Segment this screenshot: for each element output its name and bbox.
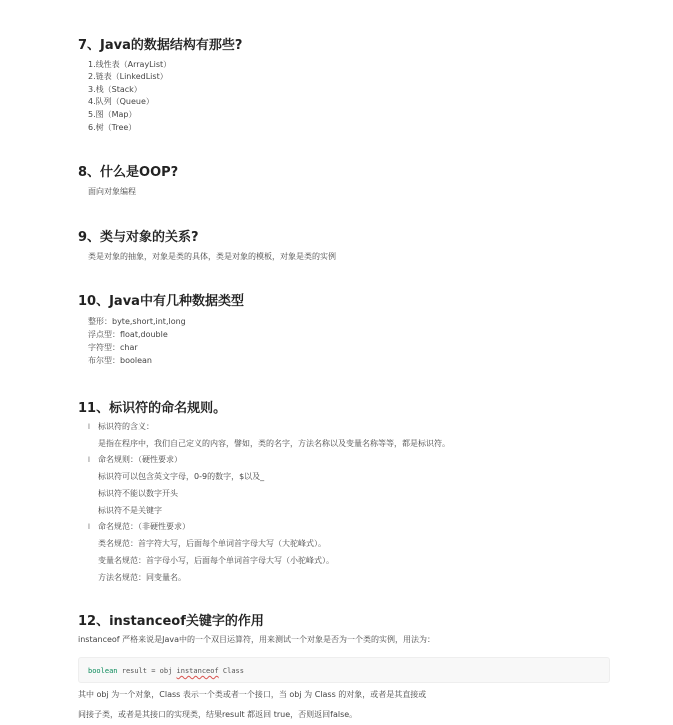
q10-item-2: 浮点型：float,double bbox=[88, 330, 168, 339]
code-text: Class bbox=[218, 667, 244, 675]
q12-intro: instanceof 严格来说是Java中的一个双目运算符，用来测试一个对象是否为一个类的实例，用法为： bbox=[78, 635, 436, 644]
q11-norm-1: 类名规范：首字符大写，后面每个单词首字母大写（大驼峰式）。 bbox=[98, 539, 326, 548]
q11-norm-3: 方法名规范：同变量名。 bbox=[98, 573, 186, 582]
q7-item-6: 6.树（Tree） bbox=[88, 123, 137, 132]
q11-rule-1: 标识符可以包含英文字母，0-9的数字，$以及_ bbox=[98, 472, 265, 481]
code-block bbox=[78, 657, 610, 683]
q7-item-5: 5.图（Map） bbox=[88, 110, 137, 119]
bullet-marker: l bbox=[88, 423, 90, 431]
q10-item-1: 整形：byte,short,int,long bbox=[88, 317, 186, 326]
q11-rule-3: 标识符不是关键字 bbox=[98, 506, 162, 515]
bullet-marker: l bbox=[88, 456, 90, 464]
q8-heading: 8、什么是OOP? bbox=[78, 165, 179, 180]
q11-meaning-text: 是指在程序中，我们自己定义的内容，譬如，类的名字，方法名称以及变量名称等等，都是标识符。 bbox=[98, 439, 450, 448]
q9-answer: 类是对象的抽象，对象是类的具体，类是对象的模板，对象是类的实例 bbox=[88, 252, 336, 261]
q7-item-2: 2.链表（LinkedList） bbox=[88, 72, 168, 81]
q10-heading: 10、Java中有几种数据类型 bbox=[78, 294, 244, 309]
q11-rules-label: 命名规则：（硬性要求） bbox=[98, 455, 182, 464]
q12-heading: 12、instanceof关键字的作用 bbox=[78, 614, 264, 629]
q12-paragraph-line-2: 间接子类，或者是其接口的实现类，结果result 都返回 true，否则返回false。 bbox=[78, 710, 358, 719]
q11-norm-2: 变量名规范：首字母小写，后面每个单词首字母大写（小驼峰式）。 bbox=[98, 556, 334, 565]
q11-rule-2: 标识符不能以数字开头 bbox=[98, 489, 178, 498]
q7-item-3: 3.栈（Stack） bbox=[88, 85, 142, 94]
bullet-marker: l bbox=[88, 523, 90, 531]
q8-answer: 面向对象编程 bbox=[88, 187, 136, 196]
code-keyword: boolean bbox=[88, 667, 118, 675]
q12-paragraph-line-1: 其中 obj 为一个对象，Class 表示一个类或者一个接口，当 obj 为 Class 的对象，或者是其直接或 bbox=[78, 690, 427, 699]
q7-heading: 7、Java的数据结构有那些? bbox=[78, 38, 243, 53]
q7-item-4: 4.队列（Queue） bbox=[88, 97, 154, 106]
q11-heading: 11、标识符的命名规则。 bbox=[78, 401, 227, 416]
q11-norms-label: 命名规范：（非硬性要求） bbox=[98, 522, 190, 531]
q10-item-4: 布尔型：boolean bbox=[88, 356, 152, 365]
code-text: result = obj bbox=[117, 667, 177, 675]
q7-item-1: 1.线性表（ArrayList） bbox=[88, 60, 172, 69]
q9-heading: 9、类与对象的关系? bbox=[78, 230, 199, 245]
q11-meaning-label: 标识符的含义： bbox=[98, 422, 154, 431]
q10-item-3: 字符型：char bbox=[88, 343, 138, 352]
code-operator: instanceof bbox=[176, 667, 219, 675]
